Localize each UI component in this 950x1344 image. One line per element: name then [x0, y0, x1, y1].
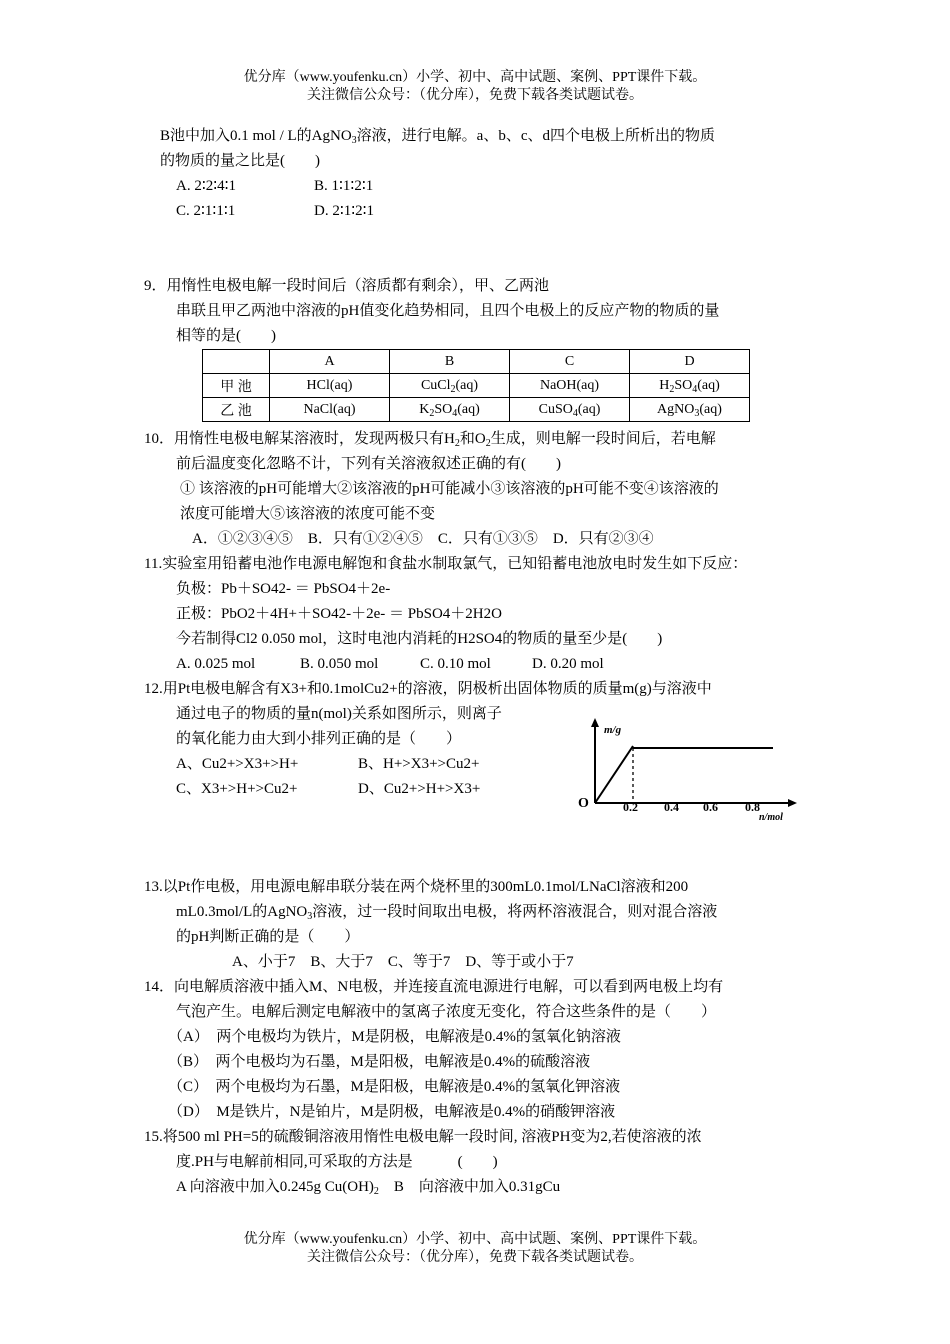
page-footer-line-1: 优分库（www.youfenku.cn）小学、初中、高中试题、案例、PPT课件下载。 [243, 1232, 707, 1247]
table-cell: NaOH(aq) [510, 374, 630, 398]
table-cell: CuCl$_2$(aq) [390, 374, 510, 398]
q8-option-a: A. 2∶2∶4∶1 [176, 178, 237, 194]
q11-option-d: D. 0.20 mol [532, 656, 604, 672]
table-header-cell: D [630, 350, 750, 374]
q10-line-4: 浓度可能增大⑤该溶液的浓度可能不变 [180, 506, 436, 522]
q11-line-4: 今若制得Cl2 0.050 mol，这时电池内消耗的H2SO4的物质的量至少是( ) [176, 631, 663, 647]
page-header-line-2: 关注微信公众号：（优分库），免费下载各类试题试卷。 [307, 88, 643, 103]
q12-option-d: D、Cu2+>H+>X3+ [358, 781, 481, 797]
table-cell: HCl(aq) [270, 374, 390, 398]
q11-option-c: C. 0.10 mol [420, 656, 491, 672]
q10-options: A．①②③④⑤ B．只有①②④⑤ C．只有①③⑤ D．只有②③④ [192, 531, 654, 547]
table-header-cell: B [390, 350, 510, 374]
q13-line-3: 的pH判断正确的是（ ） [176, 929, 360, 945]
q8-option-b: B. 1∶1∶2∶1 [314, 178, 374, 194]
x-axis-label: n/mol [759, 812, 783, 823]
q10-line-3: ① 该溶液的pH可能增大②该溶液的pH可能减小③该溶液的pH可能不变④该溶液的 [180, 481, 719, 497]
q15-line-3: A 向溶液中加入0.245g $Cu(OH)_2$ B 向溶液中加入0.31gCu [176, 1179, 561, 1197]
table-cell: AgNO$_3$(aq) [630, 398, 750, 422]
q11-line-3: 正极：PbO2＋4H+＋SO42-＋2e- ＝ PbSO4＋2H2O [176, 606, 502, 622]
q13-line-2: mL0.3mol/L的AgNO$_3$溶液，过一段时间取出电极，将两杯溶液混合，则对混合溶液 [176, 904, 718, 922]
q11-line-1: 11.实验室用铅蓄电池作电源电解饱和食盐水制取氯气，已知铅蓄电池放电时发生如下反应： [144, 556, 748, 572]
q14-option-d: （D） M是铁片，N是铂片，M是阴极，电解液是0.4%的硝酸钾溶液 [168, 1104, 616, 1120]
table-header-cell: A [270, 350, 390, 374]
q14-line-2: 气泡产生。电解后测定电解液中的氢离子浓度无变化，符合这些条件的是（ ） [176, 1004, 717, 1020]
q9-table [202, 349, 750, 422]
q11-line-2: 负极：Pb＋SO42- ＝ PbSO4＋2e- [176, 581, 391, 597]
x-tick-label: 0.8 [745, 800, 760, 814]
x-tick-label: 0.6 [703, 800, 718, 814]
page-header-line-1: 优分库（www.youfenku.cn）小学、初中、高中试题、案例、PPT课件下载。 [243, 70, 707, 85]
table-cell: $K_2SO_4(aq)$ [390, 398, 510, 422]
q14-line-1: 14．向电解质溶液中插入M、N电极，并连接直流电源进行电解，可以看到两电极上均有 [144, 979, 724, 995]
table-row [203, 374, 750, 398]
q9-line-2: 串联且甲乙两池中溶液的pH值变化趋势相同，且四个电极上的反应产物的物质的量 [176, 303, 720, 319]
table-row [203, 398, 750, 422]
q8-option-c: C. 2∶1∶1∶1 [176, 203, 236, 219]
q10-line-1: 10．用惰性电极电解某溶液时，发现两极只有$H_2$和$O_2$生成，则电解一段时间后，若电解 [144, 431, 716, 449]
q8-line-1: B池中加入0.1 mol / L的AgNO$_3$溶液，进行电解。a、b、c、d四个电极上所析出的物质 [160, 128, 715, 146]
q15-line-2: 度.PH与电解前相同,可采取的方法是 ( ) [176, 1154, 498, 1170]
q15-line-1: 15.将500 ml PH=5的硫酸铜溶液用惰性电极电解一段时间, 溶液PH变为2,若使溶液的浓 [144, 1129, 702, 1145]
q14-option-b: （B） 两个电极均为石墨，M是阳极，电解液是0.4%的硫酸溶液 [168, 1054, 591, 1070]
q12-line-2: 通过电子的物质的量n(mol)关系如图所示，则离子 [176, 706, 502, 722]
row-label-yi: 乙 池 [203, 398, 270, 422]
q8-line-2: 的物质的量之比是( ) [160, 153, 320, 169]
graph-line-rise [595, 746, 633, 803]
q14-option-c: （C） 两个电极均为石墨，M是阳极，电解液是0.4%的氢氧化钾溶液 [168, 1079, 621, 1095]
q10-line-2: 前后温度变化忽略不计，下列有关溶液叙述正确的有( ) [176, 456, 561, 472]
q12-graph [573, 712, 813, 824]
table-row [203, 350, 750, 374]
q13-line-1: 13.以Pt作电极，用电源电解串联分装在两个烧杯里的300mL0.1mol/LNaCl溶液和200 [144, 879, 689, 895]
q9-line-1: 9．用惰性电极电解一段时间后（溶质都有剩余），甲、乙两池 [144, 278, 550, 294]
q11-option-a: A. 0.025 mol [176, 656, 256, 672]
x-axis-arrow-icon [788, 799, 797, 807]
table-header-cell [203, 350, 270, 374]
q11-option-b: B. 0.050 mol [300, 656, 379, 672]
x-tick-label: 0.2 [623, 800, 638, 814]
q14-option-a: （A） 两个电极均为铁片，M是阴极，电解液是0.4%的氢氧化钠溶液 [168, 1029, 621, 1045]
q12-line-1: 12.用Pt电极电解含有X3+和0.1molCu2+的溶液，阴极析出固体物质的质量m(g)与溶液中 [144, 681, 712, 697]
q13-options: A、小于7 B、大于7 C、等于7 D、等于或小于7 [232, 954, 574, 970]
table-cell: $H_2SO_4(aq)$ [630, 374, 750, 398]
q9-line-3: 相等的是( ) [176, 328, 276, 344]
x-tick-label: 0.4 [664, 800, 679, 814]
q12-option-a: A、Cu2+>X3+>H+ [176, 756, 299, 772]
origin-label: O [578, 796, 589, 811]
table-cell: NaCl(aq) [270, 398, 390, 422]
q12-line-3: 的氧化能力由大到小排列正确的是（ ） [176, 731, 462, 747]
y-axis-arrow-icon [591, 718, 599, 727]
table-cell: CuSO$_4$(aq) [510, 398, 630, 422]
q12-option-c: C、X3+>H+>Cu2+ [176, 781, 298, 797]
y-axis-label: m/g [604, 724, 622, 736]
q8-option-d: D. 2∶1∶2∶1 [314, 203, 375, 219]
q12-option-b: B、H+>X3+>Cu2+ [358, 756, 480, 772]
page-footer-line-2: 关注微信公众号：（优分库），免费下载各类试题试卷。 [307, 1250, 643, 1265]
row-label-jia: 甲 池 [203, 374, 270, 398]
table-header-cell: C [510, 350, 630, 374]
